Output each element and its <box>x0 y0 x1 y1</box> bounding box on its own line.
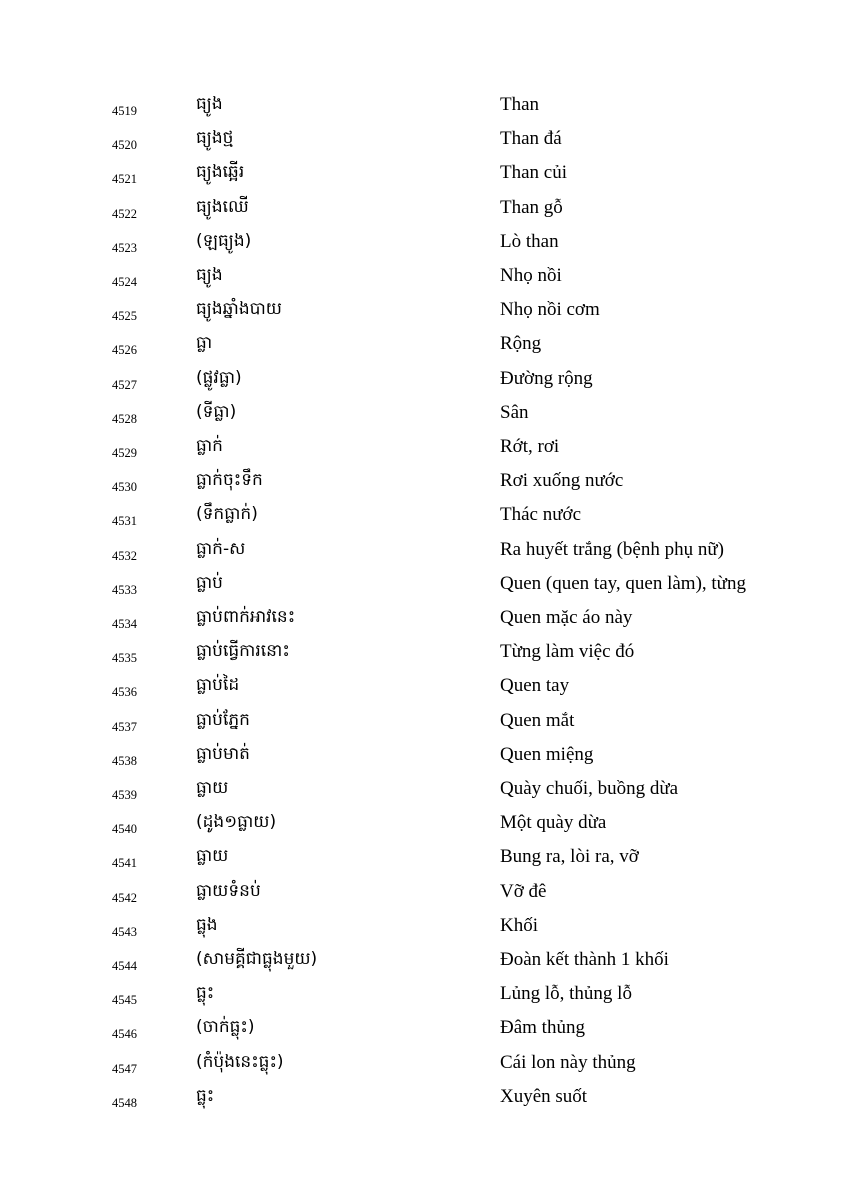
entry-number: 4538 <box>112 753 137 768</box>
khmer-term: (កំប៉ុងនេះធ្លុះ) <box>196 1051 284 1072</box>
dictionary-entry <box>0 127 848 161</box>
entry-number: 4529 <box>112 446 137 460</box>
entry-number: 4523 <box>112 240 137 255</box>
vietnamese-meaning: Than đá <box>500 128 562 150</box>
khmer-term: ធ្យូងឆ្អើរ <box>196 162 245 183</box>
khmer-term: (ចាក់ធ្លុះ) <box>196 1017 255 1038</box>
dictionary-entry <box>0 572 848 606</box>
dictionary-entry <box>0 264 848 298</box>
entry-number: 4547 <box>112 1061 137 1076</box>
dictionary-entry <box>0 640 848 674</box>
entry-number: 4522 <box>112 206 137 221</box>
dictionary-entry <box>0 674 848 708</box>
vietnamese-meaning: Đâm thủng <box>500 1017 585 1039</box>
vietnamese-meaning: Nhọ nồi cơm <box>500 299 600 321</box>
vietnamese-meaning: Nhọ nồi <box>500 265 562 286</box>
vietnamese-meaning: Than <box>500 94 540 115</box>
vietnamese-meaning: Một quày dừa <box>500 812 607 834</box>
khmer-term: ធ្លាក់-ស <box>196 538 246 559</box>
vietnamese-meaning: Than củi <box>500 162 568 184</box>
entry-number: 4532 <box>112 548 137 563</box>
entry-number: 4531 <box>112 514 137 529</box>
entry-number: 4528 <box>112 411 137 426</box>
entry-number: 4545 <box>112 993 137 1008</box>
entry-number: 4519 <box>112 104 137 118</box>
vietnamese-meaning: Quen (quen tay, quen làm), từng <box>500 572 746 594</box>
entry-number: 4542 <box>112 890 137 905</box>
khmer-term: ធ្យូង <box>196 94 223 114</box>
dictionary-entry <box>0 196 848 230</box>
entry-number: 4527 <box>112 377 137 392</box>
dictionary-entry <box>0 1085 848 1119</box>
vietnamese-meaning: Rơi xuống nước <box>500 470 624 492</box>
khmer-term: ធ្លាប់ដៃ <box>196 675 240 696</box>
vietnamese-meaning: Từng làm việc đó <box>500 641 635 663</box>
entry-number: 4520 <box>112 138 137 153</box>
vietnamese-meaning: Than gỗ <box>500 196 563 218</box>
dictionary-entry <box>0 298 848 332</box>
vietnamese-meaning: Quày chuối, buồng dừa <box>500 778 679 799</box>
dictionary-entry <box>0 982 848 1016</box>
dictionary-entry <box>0 811 848 845</box>
entry-number: 4540 <box>112 822 137 837</box>
vietnamese-meaning: Vỡ đê <box>500 880 547 902</box>
dictionary-entry <box>0 435 848 469</box>
dictionary-entry <box>0 1016 848 1050</box>
entry-number: 4524 <box>112 275 137 289</box>
entry-number: 4534 <box>112 617 137 631</box>
entry-number: 4530 <box>112 480 137 495</box>
khmer-term: (ផ្លូវធ្លា) <box>196 367 242 388</box>
vietnamese-meaning: Sân <box>500 401 529 423</box>
dictionary-entry <box>0 538 848 572</box>
khmer-term: (សាមគ្គីជាធ្លុងមួយ) <box>196 949 318 969</box>
entry-number: 4543 <box>112 924 137 939</box>
dictionary-entry <box>0 880 848 914</box>
khmer-term: ធ្លាប់ពាក់អាវនេះ <box>196 607 296 627</box>
vietnamese-meaning: Thác nước <box>500 504 582 526</box>
dictionary-entry <box>0 469 848 503</box>
vietnamese-meaning: Quen mắt <box>500 709 575 731</box>
entry-number: 4544 <box>112 959 137 973</box>
dictionary-entry <box>0 777 848 811</box>
entry-number: 4546 <box>112 1027 137 1042</box>
dictionary-entry <box>0 161 848 195</box>
dictionary-entry <box>0 367 848 401</box>
khmer-term: ធ្លាក់ចុះទឹក <box>196 470 263 491</box>
khmer-term: ធ្លាប់មាត់ <box>196 743 250 764</box>
khmer-term: ធ្លុះ <box>196 983 215 1004</box>
khmer-term: ធ្លាប់ <box>196 572 223 593</box>
vietnamese-meaning: Xuyên suốt <box>500 1085 588 1107</box>
entry-number: 4548 <box>112 1095 137 1110</box>
entry-number: 4526 <box>112 343 137 358</box>
khmer-term: ធ្លុង <box>196 914 218 935</box>
khmer-term: ធ្លាប់ធ្វើការនោះ <box>196 641 290 662</box>
vietnamese-meaning: Quen mặc áo này <box>500 607 633 628</box>
vietnamese-meaning: Lủng lỗ, thủng lỗ <box>500 983 632 1005</box>
vietnamese-meaning: Lò than <box>500 230 559 252</box>
khmer-term: (ទឹកធ្លាក់) <box>196 504 258 525</box>
entry-number: 4537 <box>112 719 137 734</box>
dictionary-entry <box>0 503 848 537</box>
dictionary-entry <box>0 743 848 777</box>
vietnamese-meaning: Rộng <box>500 333 542 355</box>
vietnamese-meaning: Đường rộng <box>500 367 593 389</box>
vietnamese-meaning: Đoàn kết thành 1 khối <box>500 949 669 970</box>
khmer-term: ធ្យូងឆ្នាំងបាយ <box>196 299 282 320</box>
entry-number: 4541 <box>112 856 137 871</box>
khmer-term: ធ្លាយទំនប់ <box>196 880 261 901</box>
vietnamese-meaning: Quen miệng <box>500 743 594 765</box>
khmer-term: ធ្លាយ <box>196 846 229 867</box>
dictionary-entry <box>0 401 848 435</box>
vietnamese-meaning: Quen tay <box>500 675 570 697</box>
khmer-term: (ឡធ្យូង) <box>196 230 252 251</box>
entry-number: 4533 <box>112 582 137 597</box>
dictionary-entry <box>0 1051 848 1085</box>
khmer-term: ធ្យូង <box>196 265 223 285</box>
khmer-term: ធ្លាក់ <box>196 436 223 456</box>
dictionary-entry <box>0 948 848 982</box>
dictionary-entry <box>0 845 848 879</box>
khmer-term: ធ្លុះ <box>196 1085 215 1106</box>
khmer-term: (ទីធ្លា) <box>196 401 237 422</box>
entry-number: 4525 <box>112 309 137 324</box>
khmer-term: (ដូង១ធ្លាយ) <box>196 812 277 833</box>
khmer-term: ធ្លាប់ភ្នែក <box>196 709 250 730</box>
vietnamese-meaning: Ra huyết trắng (bệnh phụ nữ) <box>500 538 724 560</box>
vietnamese-meaning: Cái lon này thủng <box>500 1051 636 1073</box>
dictionary-entry <box>0 230 848 264</box>
dictionary-entry <box>0 914 848 948</box>
dictionary-entry <box>0 93 848 127</box>
entry-number: 4536 <box>112 685 137 700</box>
entry-number: 4521 <box>112 172 137 187</box>
khmer-term: ធ្យូងថ្ម <box>196 128 234 149</box>
entry-number: 4535 <box>112 651 137 666</box>
dictionary-entry <box>0 606 848 640</box>
khmer-term: ធ្យូងឈើ <box>196 196 249 217</box>
vietnamese-meaning: Bung ra, lòi ra, vỡ <box>500 846 639 868</box>
dictionary-entry <box>0 332 848 366</box>
khmer-term: ធ្លា <box>196 333 213 354</box>
khmer-term: ធ្លាយ <box>196 778 229 798</box>
vietnamese-meaning: Khối <box>500 914 538 936</box>
vietnamese-meaning: Rớt, rơi <box>500 436 560 457</box>
dictionary-entry <box>0 709 848 743</box>
entry-number: 4539 <box>112 788 137 802</box>
